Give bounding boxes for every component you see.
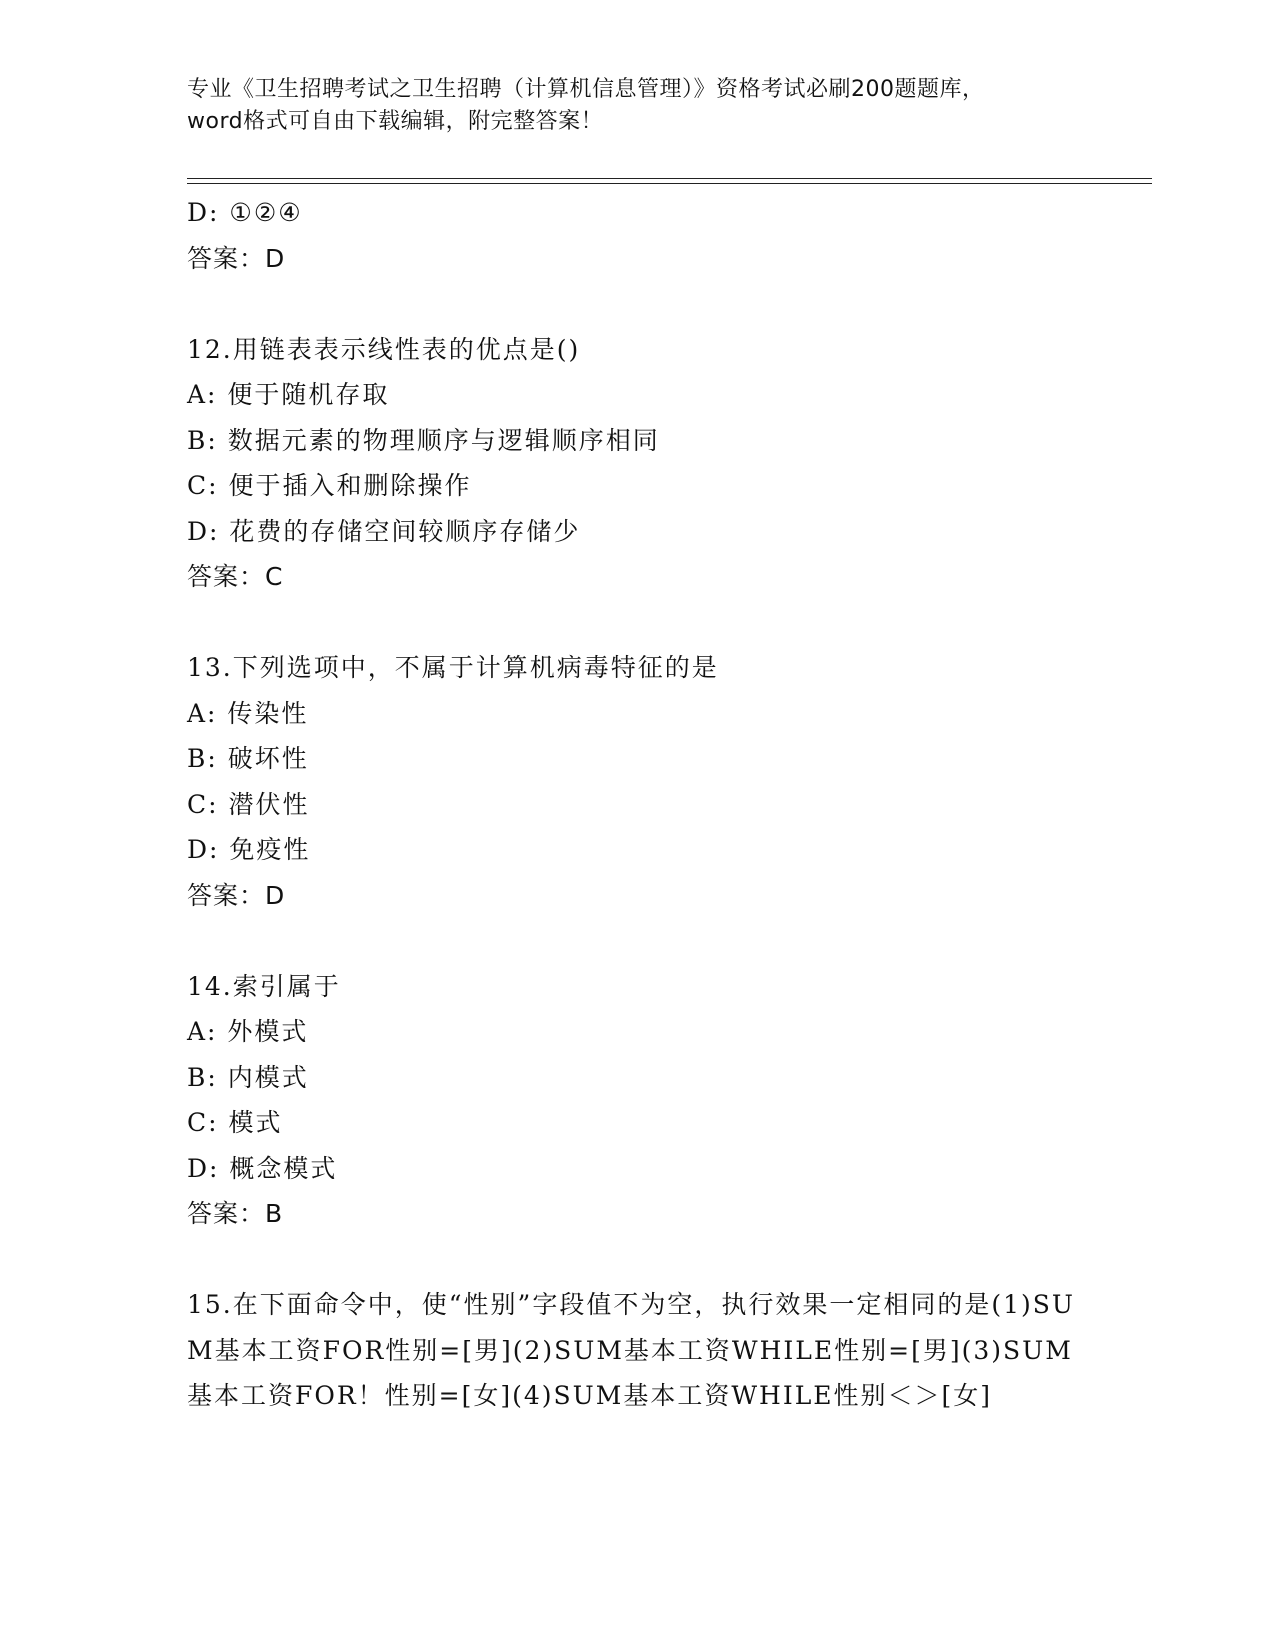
answer: 答案：D bbox=[187, 880, 286, 910]
option-d: D: ①②④ bbox=[187, 198, 303, 227]
question-stem: 14.索引属于 bbox=[187, 971, 341, 1001]
option-b: B: 数据元素的物理顺序与逻辑顺序相同 bbox=[187, 425, 660, 455]
question-15 bbox=[187, 1282, 1087, 1419]
header-divider-bottom bbox=[187, 183, 1152, 184]
option-c: C: 潜伏性 bbox=[187, 789, 310, 819]
option-c: C: 便于插入和删除操作 bbox=[187, 471, 472, 500]
option-d: D: 花费的存储空间较顺序存储少 bbox=[187, 516, 581, 546]
option-a: A: 便于随机存取 bbox=[187, 380, 390, 409]
header-line-2: word格式可自由下载编辑，附完整答案！ bbox=[187, 109, 604, 134]
question-list bbox=[187, 190, 1087, 1419]
answer: 答案：D bbox=[187, 243, 286, 273]
option-a: A: 传染性 bbox=[187, 698, 309, 728]
option-a: A: 外模式 bbox=[187, 1017, 309, 1046]
option-c: C: 模式 bbox=[187, 1108, 283, 1137]
question-stem: 13.下列选项中，不属于计算机病毒特征的是 bbox=[187, 653, 719, 682]
header-divider-top bbox=[187, 178, 1152, 179]
question-stem: 15.在下面命令中，使“性别”字段值不为空，执行效果一定相同的是(1)SUM基本工资FOR性别=[男](2)SUM基本工资WHILE性别=[男](3)SUM基本工资FOR！性别=[女](4)SUM基本工资WHILE性别＜＞[女] bbox=[187, 1290, 1075, 1410]
spacer bbox=[187, 600, 1087, 646]
question-14 bbox=[187, 964, 1087, 1237]
option-b: B: 破坏性 bbox=[187, 744, 309, 773]
spacer bbox=[187, 281, 1087, 327]
document-header bbox=[187, 74, 1087, 138]
option-d: D: 免疫性 bbox=[187, 835, 311, 864]
question-13 bbox=[187, 645, 1087, 918]
spacer bbox=[187, 1237, 1087, 1283]
option-d: D: 概念模式 bbox=[187, 1153, 338, 1183]
option-b: B: 内模式 bbox=[187, 1062, 309, 1092]
header-line-1: 专业《卫生招聘考试之卫生招聘（计算机信息管理）》资格考试必刷200题题库， bbox=[187, 77, 985, 102]
spacer bbox=[187, 918, 1087, 964]
question-12 bbox=[187, 327, 1087, 600]
question-stem: 12.用链表表示线性表的优点是() bbox=[187, 334, 581, 364]
answer: 答案：B bbox=[187, 1199, 284, 1228]
answer: 答案：C bbox=[187, 562, 284, 591]
